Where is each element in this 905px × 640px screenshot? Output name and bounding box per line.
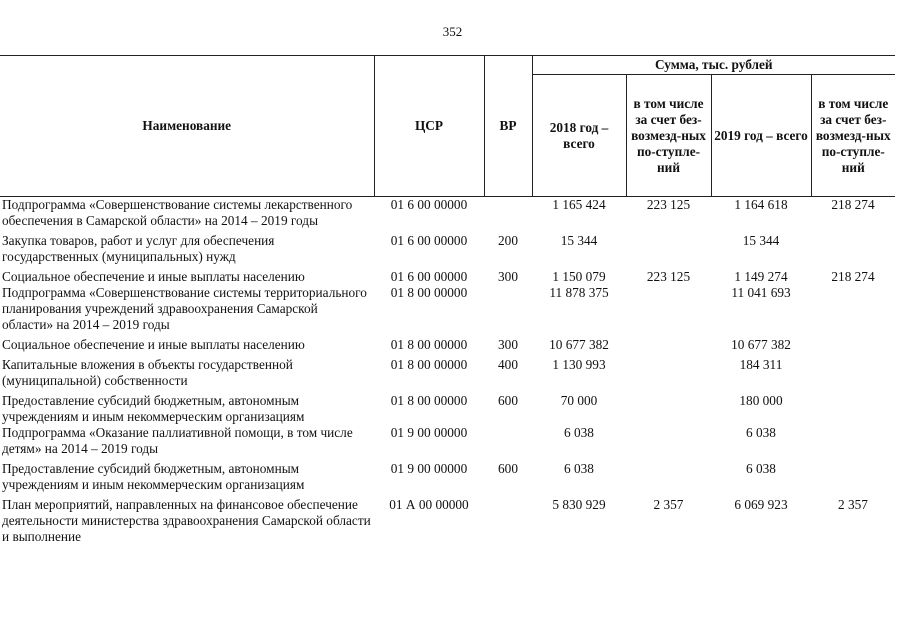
row-2018-other	[626, 393, 711, 425]
row-csr: 01 9 00 00000	[390, 425, 468, 440]
row-csr: 01 8 00 00000	[390, 357, 468, 372]
row-2018-other: 223 125	[646, 197, 691, 212]
row-2018-other: 223 125	[646, 269, 691, 284]
row-name: Закупка товаров, работ и услуг для обеспечения государственных (муниципальных) нужд	[2, 233, 275, 264]
row-csr: 01 8 00 00000	[390, 285, 468, 300]
row-2018-total: 6 038	[564, 461, 594, 476]
table-row	[0, 285, 895, 337]
row-vr: 200	[498, 233, 518, 248]
header-row-top	[0, 56, 895, 75]
budget-table	[0, 55, 895, 545]
row-2018-total: 10 677 382	[549, 337, 609, 352]
table-row	[0, 197, 895, 234]
row-2018-total: 15 344	[560, 233, 598, 248]
row-2018-total: 5 830 929	[552, 497, 606, 512]
table-row	[0, 337, 895, 357]
row-name: Предоставление субсидий бюджетным, автономным учреждениям и иным некоммерческим организациям	[2, 393, 305, 424]
row-2019-total: 1 149 274	[734, 269, 788, 284]
row-name: Социальное обеспечение и иные выплаты населению	[2, 337, 305, 352]
row-2019-other	[811, 337, 895, 357]
row-2018-total: 1 130 993	[552, 357, 606, 372]
row-2019-other: 2 357	[838, 497, 868, 512]
table-row	[0, 461, 895, 497]
row-vr: 400	[498, 357, 518, 372]
row-vr	[484, 285, 532, 337]
row-2018-total: 6 038	[564, 425, 594, 440]
header-2018-total: 2018 год – всего	[532, 75, 626, 197]
row-vr: 600	[498, 461, 518, 476]
row-2019-total: 184 311	[739, 357, 783, 372]
row-csr: 01 6 00 00000	[390, 269, 468, 284]
row-name: Подпрограмма «Оказание паллиативной помощи, в том числе детям» на 2014 – 2019 годы	[2, 425, 353, 456]
row-vr: 300	[498, 337, 518, 352]
header-2019-other: в том числе за счет без-возмезд-ных по-ступле-ний	[811, 75, 895, 197]
row-2018-total: 70 000	[560, 393, 598, 408]
row-2019-total: 10 677 382	[731, 337, 791, 352]
row-csr: 01 8 00 00000	[390, 337, 468, 352]
table-body	[0, 197, 895, 546]
header-vr: ВР	[484, 56, 532, 197]
row-2018-other	[626, 357, 711, 393]
row-csr: 01 9 00 00000	[390, 461, 468, 476]
row-2018-other	[626, 337, 711, 357]
row-2019-other	[811, 461, 895, 497]
table-row	[0, 269, 895, 285]
row-2019-other	[811, 233, 895, 269]
row-name: План мероприятий, направленных на финансовое обеспечение деятельности министерства здравоохранения Самарской области и выполнение	[2, 497, 371, 544]
row-2019-total: 6 038	[746, 425, 776, 440]
row-2019-total: 15 344	[742, 233, 780, 248]
row-2018-other	[626, 285, 711, 337]
row-csr: 01 А 00 00000	[389, 497, 469, 512]
row-2019-total: 6 038	[746, 461, 776, 476]
row-2018-other	[626, 461, 711, 497]
row-2019-total: 11 041 693	[731, 285, 791, 300]
table-row	[0, 233, 895, 269]
row-vr: 300	[498, 269, 518, 284]
row-csr: 01 6 00 00000	[390, 197, 468, 212]
header-2018-other: в том числе за счет без-возмезд-ных по-ступле-ний	[626, 75, 711, 197]
table-row	[0, 393, 895, 425]
row-2019-other	[811, 357, 895, 393]
row-2019-total: 1 164 618	[734, 197, 788, 212]
table-row	[0, 357, 895, 393]
row-2019-other	[811, 425, 895, 461]
row-2019-other: 218 274	[831, 197, 875, 212]
table-row	[0, 425, 895, 461]
row-vr: 600	[498, 393, 518, 408]
row-2019-other	[811, 393, 895, 425]
row-2018-total: 1 165 424	[552, 197, 606, 212]
row-2018-total: 11 878 375	[549, 285, 609, 300]
row-2018-other: 2 357	[653, 497, 684, 512]
row-2019-other: 218 274	[831, 269, 875, 284]
row-name: Подпрограмма «Совершенствование системы территориального планирования учреждений здравоохранения Самарской области» на 2014 – 2019 годы	[2, 285, 367, 332]
row-2019-total: 6 069 923	[734, 497, 788, 512]
row-vr	[484, 197, 532, 234]
header-sum-group: Сумма, тыс. рублей	[532, 56, 895, 75]
header-csr: ЦСР	[374, 56, 484, 197]
row-csr: 01 8 00 00000	[390, 393, 468, 408]
row-name: Капитальные вложения в объекты государственной (муниципальной) собственности	[2, 357, 293, 388]
row-vr	[484, 497, 532, 545]
row-2019-other	[811, 285, 895, 337]
row-name: Социальное обеспечение и иные выплаты населению	[2, 269, 305, 284]
page-number: 352	[442, 24, 463, 39]
header-2019-total: 2019 год – всего	[711, 75, 811, 197]
row-2019-total: 180 000	[739, 393, 783, 408]
row-csr: 01 6 00 00000	[390, 233, 468, 248]
table-row	[0, 497, 895, 545]
header-name: Наименование	[0, 56, 374, 197]
row-2018-total: 1 150 079	[552, 269, 606, 284]
row-name: Подпрограмма «Совершенствование системы лекарственного обеспечения в Самарской области» на 2014 – 2019 годы	[2, 197, 353, 228]
row-vr	[484, 425, 532, 461]
row-name: Предоставление субсидий бюджетным, автономным учреждениям и иным некоммерческим организациям	[2, 461, 305, 492]
row-2018-other	[626, 233, 711, 269]
row-2018-other	[626, 425, 711, 461]
